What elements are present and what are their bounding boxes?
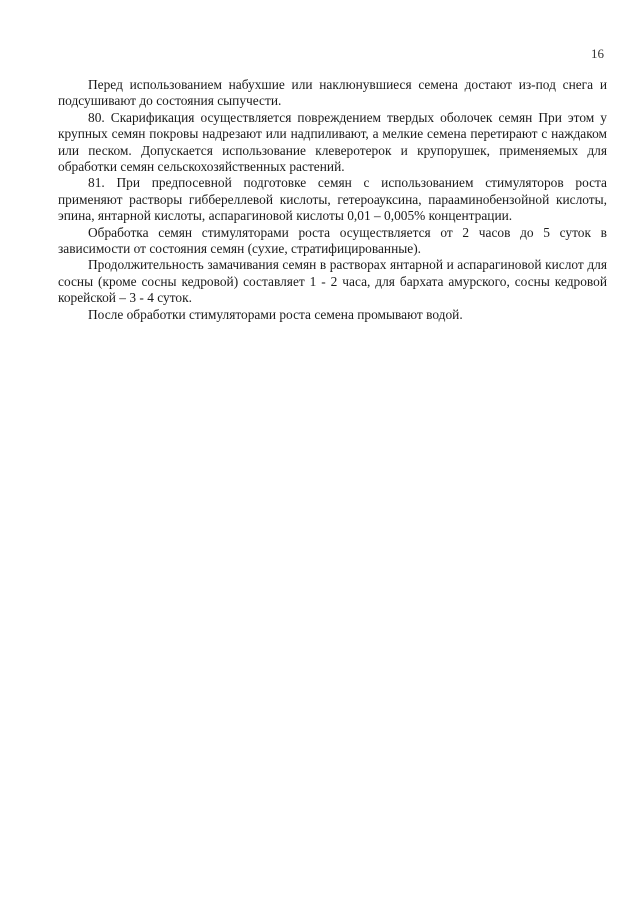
- paragraph-80-scarification: 80. Скарификация осуществляется повреждением твердых оболочек семян При этом у крупных семян покровы надрезают или надпиливают, а мелкие семена перетирают с наждаком или песком. Допускается использование клеверотерок и крупорушек, применяемых для обработки семян сельскохозяйственных растений.: [58, 109, 607, 175]
- paragraph-81-growth-stimulators: 81. При предпосевной подготовке семян с использованием стимуляторов роста применяют растворы гиббереллевой кислоты, гетероауксина, парааминобензойной кислоты, эпина, янтарной кислоты, аспарагиновой кислоты 0,01 – 0,005% концентрации.: [58, 175, 607, 224]
- paragraph-seed-drying: Перед использованием набухшие или наклюнувшиеся семена достают из-под снега и подсушивают до состояния сыпучести.: [58, 77, 607, 109]
- document-body: [58, 77, 607, 323]
- page-number: 16: [591, 46, 604, 61]
- paragraph-soaking-duration: Продолжительность замачивания семян в растворах янтарной и аспарагиновой кислот для сосны (кроме сосны кедровой) составляет 1 - 2 часа, для бархата амурского, сосны кедровой корейской – 3 - 4 суток.: [58, 257, 607, 306]
- paragraph-treatment-duration: Обработка семян стимуляторами роста осуществляется от 2 часов до 5 суток в зависимости от состояния семян (сухие, стратифицированные).: [58, 224, 607, 257]
- paragraph-rinsing: После обработки стимуляторами роста семена промывают водой.: [88, 306, 463, 322]
